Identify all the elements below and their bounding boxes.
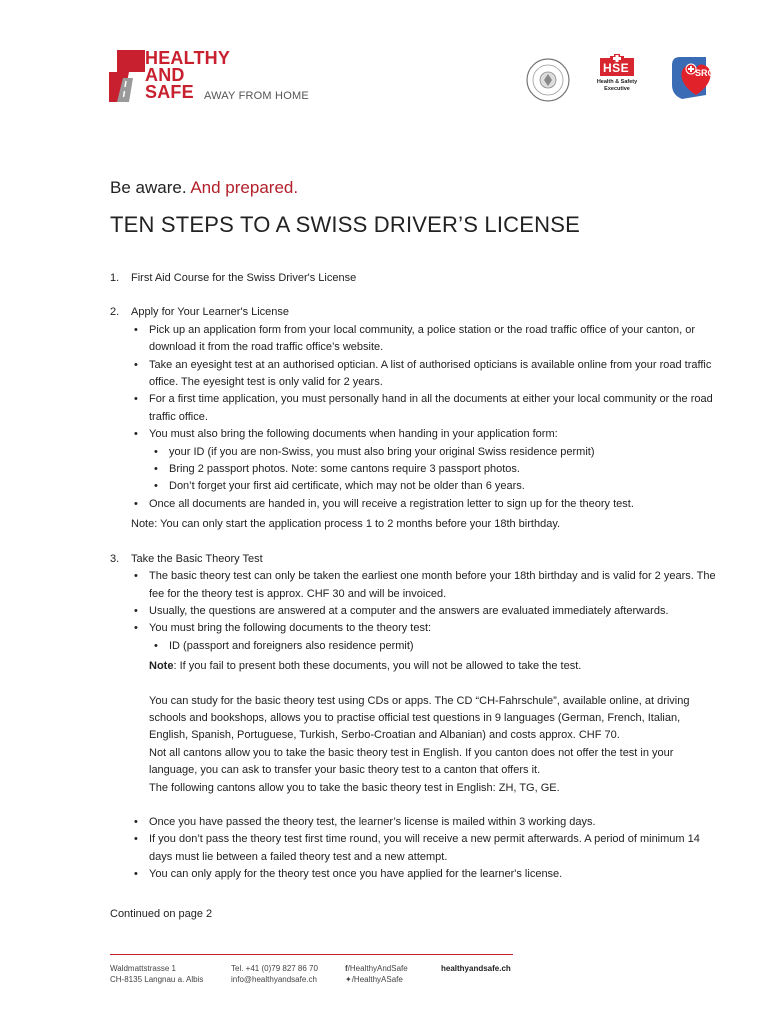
list-item: • Usually, the questions are answered at a computer and the answers are evaluated immediately afterwards. <box>131 603 720 620</box>
sub-list-item: • your ID (if you are non-Swiss, you must also bring your original Swiss residence permit) <box>151 444 720 461</box>
continued-note: Continued on page 2 <box>110 907 213 920</box>
footer-divider <box>110 954 513 955</box>
note-label: Note <box>149 660 174 673</box>
tagline-red: And prepared. <box>190 178 299 197</box>
twitter-icon: ✦ <box>345 975 352 984</box>
note-text: : If you fail to present both these documents, you will not be allowed to take the test. <box>173 660 582 673</box>
list-item: • Once all documents are handed in, you will receive a registration letter to sign up for the theory test. <box>131 496 720 513</box>
brand-word-healthy: HEALTHY <box>145 48 231 68</box>
step-title: First Aid Course for the Swiss Driver's License <box>131 272 357 284</box>
step-number: 1. <box>110 272 120 284</box>
step-2 <box>110 304 720 321</box>
footer-contact <box>231 963 318 985</box>
list-item: • You must also bring the following documents when handing in your application form: <box>131 426 720 443</box>
footer-address <box>110 963 203 985</box>
hse-abbreviation: HSE <box>603 61 630 75</box>
list-item: • You can only apply for the theory test once you have applied for the learner's license. <box>131 866 720 883</box>
sub-list-item: • Bring 2 passport photos. Note: some cantons require 3 passport photos. <box>151 461 720 478</box>
list-item: • Once you have passed the theory test, the learner’s license is mailed within 3 working days. <box>131 814 720 831</box>
list-item: • For a first time application, you must personally hand in all the documents at either your local community or the road traffic office. <box>131 391 720 426</box>
list-item: • Pick up an application form from your local community, a police station or the road traffic office of your canton, or download it from the road traffic office’s website. <box>131 322 720 357</box>
step-title: Take the Basic Theory Test <box>131 552 263 565</box>
hse-name-line1: Health & Safety <box>596 79 638 85</box>
hse-name-line2: Executive <box>604 86 630 92</box>
association-seal-icon <box>525 57 571 103</box>
road-cross-logo-icon <box>109 50 145 102</box>
heart-cross-icon <box>666 55 726 101</box>
step-title: Apply for Your Learner's License <box>131 306 290 319</box>
study-paragraph: You can study for the basic theory test using CDs or apps. The CD “CH-Fahrschule”, available online, at driving schools and bookshops, allows you to practise official test questions in 9 languages (German, French, Italian, English, Spanish, Portuguese, Turkish, Serbo-Croatian and Albanian) and costs approx. CHF 70. <box>149 694 690 742</box>
sub-list-item: • ID (passport and foreigners also residence permit) <box>151 638 720 655</box>
address-line1: Waldmattstrasse 1 <box>110 964 176 973</box>
list-item: • The basic theory test can only be taken the earliest one month before your 18th birthday and is valid for 2 years. The fee for the theory test is approx. CHF 30 and will be invoiced. <box>131 568 720 603</box>
brand-tagline: AWAY FROM HOME <box>204 90 309 102</box>
step-3 <box>110 551 720 568</box>
brand-word-safe: SAFE <box>145 82 194 102</box>
document-body <box>110 270 720 923</box>
step-number: 2. <box>110 306 120 319</box>
step-2-note: Note: You can only start the application process 1 to 2 months before your 18th birthday. <box>131 518 561 531</box>
hse-logo <box>594 54 640 102</box>
address-line2: CH-8135 Langnau a. Albis <box>110 975 204 984</box>
facebook-link[interactable]: f/HealthyAndSafe <box>345 964 408 973</box>
list-item: • Take an eyesight test at an authorised optician. A list of authorised opticians is available online from your road traffic office. The eyesight test is only valid for 2 years. <box>131 357 720 392</box>
website-link[interactable]: healthyandsafe.ch <box>441 964 511 973</box>
step-1 <box>110 270 720 287</box>
step-3-note <box>131 658 720 675</box>
footer-social <box>345 963 408 985</box>
tagline-black: Be aware. <box>110 178 191 197</box>
email-link[interactable]: info@healthyandsafe.ch <box>231 975 317 984</box>
twitter-link[interactable]: ✦/HealthyASafe <box>345 975 403 984</box>
tagline <box>110 178 298 198</box>
facebook-icon: f <box>345 964 348 973</box>
src-abbreviation: SRC <box>695 68 715 78</box>
src-logo <box>666 55 726 101</box>
brand-word-and: AND <box>145 65 185 85</box>
step-number: 3. <box>110 552 120 565</box>
canton-paragraph: Not all cantons allow you to take the basic theory test in English. If you canton does not offer the test in your language, you can ask to transfer your basic theory test to a canton that offers it. <box>149 746 674 777</box>
phone-number: Tel. +41 (0)79 827 86 70 <box>231 964 318 973</box>
list-item: • You must bring the following documents to the theory test: <box>131 620 720 637</box>
sub-list-item: • Don’t forget your first aid certificate, which may not be older than 6 years. <box>151 478 720 495</box>
brand-logo <box>109 50 309 104</box>
list-item: • If you don’t pass the theory test first time round, you will receive a new permit afterwards. A period of minimum 14 days must lie between a failed theory test and a new attempt. <box>131 831 720 866</box>
page-title: TEN STEPS TO A SWISS DRIVER’S LICENSE <box>110 212 580 237</box>
english-cantons-paragraph: The following cantons allow you to take the basic theory test in English: ZH, TG, GE. <box>149 781 560 794</box>
